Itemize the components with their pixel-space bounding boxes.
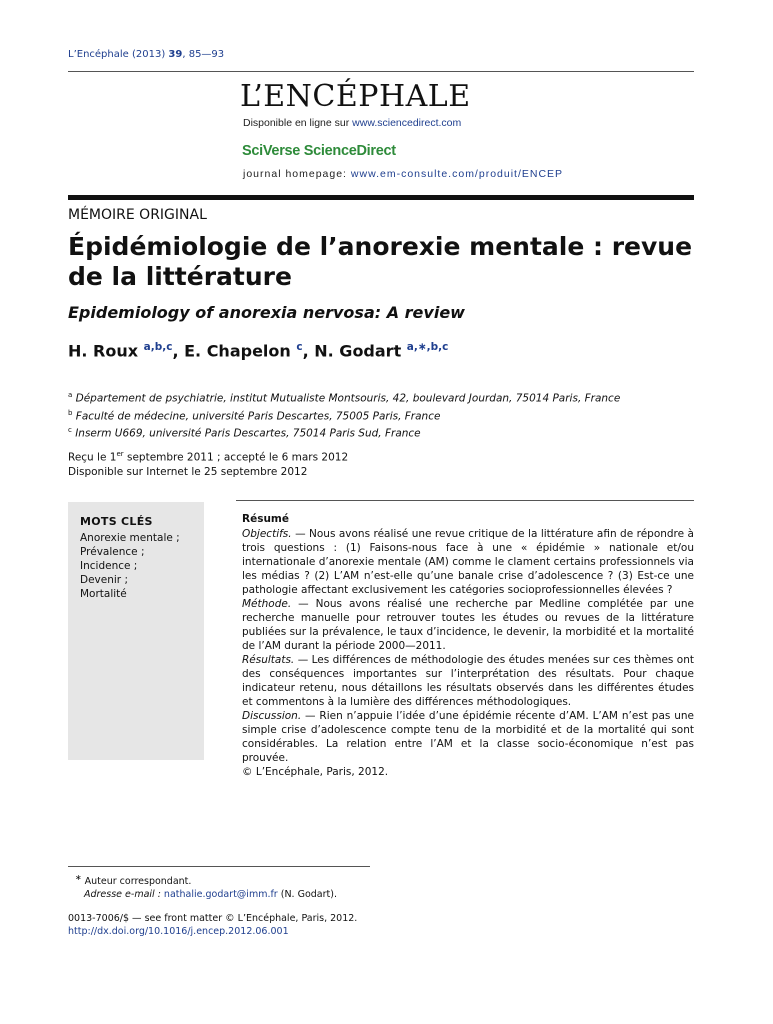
keywords-title: MOTS CLÉS: [80, 515, 153, 528]
abstract-text: — Nous avons réalisé une recherche par Medline complétée par une recherche manuelle pour retrouver toutes les études ou revues de la littérature publiées sur la prévalence, le taux d’incidence, le devenir, la morbidité et la mortalité de l’AM durant la période 2000—2011.: [242, 598, 694, 652]
author-name: N. Godart: [314, 341, 402, 361]
keyword-item: Devenir ;: [80, 574, 128, 586]
section-label: MÉMOIRE ORIGINAL: [68, 207, 207, 223]
keyword-item: Incidence ;: [80, 560, 138, 572]
abstract-heading: Discussion.: [242, 710, 302, 722]
abstract-copyright: © L’Encéphale, Paris, 2012.: [242, 766, 389, 778]
keyword-item: Prévalence ;: [80, 546, 145, 558]
keyword-item: Anorexie mentale ;: [80, 532, 180, 544]
abstract-text: — Rien n’appuie l’idée d’une épidémie récente d’AM. L’AM n’est pas une simple crise d’adolescence compte tenu de la morbidité et de la mortalité qui sont considérables. La relation entre l’AM et la classe socio-économique n’est pas prouvée.: [242, 710, 694, 764]
author-affiliation-marks[interactable]: c: [296, 341, 303, 353]
footnote-email-line: [75, 888, 337, 901]
journal-homepage: [243, 168, 563, 180]
homepage-link[interactable]: www.em-consulte.com/produit/ENCEP: [350, 168, 564, 180]
received-date: [68, 447, 348, 465]
footnote-rule: [68, 866, 370, 867]
email-link[interactable]: nathalie.godart@imm.fr: [163, 889, 278, 901]
affiliation-list: [68, 388, 620, 441]
email-label: Adresse e-mail :: [84, 889, 164, 901]
affiliation-mark: b: [68, 408, 73, 417]
abstract-paragraph: [242, 527, 694, 597]
abstract-body: [242, 527, 694, 779]
abstract-rule: [236, 500, 694, 501]
received-suffix: septembre 2011 ; accepté le 6 mars 2012: [123, 451, 349, 464]
masthead-rule: [68, 195, 694, 200]
footnote-text: Auteur correspondant.: [81, 876, 192, 888]
author-affiliation-marks[interactable]: a,∗,b,c: [406, 341, 449, 353]
article-subtitle: Epidemiology of anorexia nervosa: A review: [68, 303, 465, 322]
homepage-label: journal homepage:: [243, 168, 351, 180]
email-suffix: (N. Godart).: [277, 889, 337, 901]
abstract-heading: Objectifs.: [242, 528, 292, 540]
sciverse-logo: SciVerse ScienceDirect: [242, 143, 396, 159]
affiliation-item: [68, 406, 620, 424]
front-matter-line: 0013-7006/$ — see front matter © L’Encéphale, Paris, 2012.: [68, 913, 358, 924]
abstract-text: — Les différences de méthodologie des études menées sur ces thèmes ont des conséquences importantes sur l’interprétation des résultats. Pour chaque indicateur retenu, nous détaillons les résultats observés dans les différentes études et commentons à la lumière des différences méthodologiques.: [242, 654, 694, 708]
author-affiliation-marks[interactable]: a,b,c: [143, 341, 173, 353]
front-matter: [68, 912, 357, 938]
received-sup: er: [116, 450, 124, 458]
journal-ref-pages: , 85—93: [182, 49, 225, 60]
journal-ref-volume: 39: [168, 49, 183, 60]
abstract-text: — Nous avons réalisé une revue critique de la littérature afin de répondre à trois questions : (1) Faisons-nous face à une « épidémie » nationale et/ou internationale d’anorexie mentale (AM) comme le clament certains professionnels via les médias ? (2) L’AM n’est-elle qu’une banale crise d’adolescence ? (3) Est-ce une pathologie affectant exclusivement les catégories socioprofessionnelles élevées ?: [242, 528, 694, 596]
journal-logo: L’ENCÉPHALE: [240, 79, 471, 114]
received-prefix: Reçu le 1: [68, 451, 117, 464]
abstract-heading: Méthode.: [242, 598, 292, 610]
abstract-heading: Résultats.: [242, 654, 295, 666]
affiliation-text: Faculté de médecine, université Paris Descartes, 75005 Paris, France: [75, 410, 441, 422]
corresponding-author-footnote: [75, 871, 337, 901]
online-date: Disponible sur Internet le 25 septembre 2012: [68, 465, 308, 478]
author-separator: ,: [172, 341, 185, 361]
article-dates: [68, 447, 348, 479]
affiliation-item: [68, 388, 620, 406]
affiliation-mark: c: [68, 426, 72, 434]
author-name: H. Roux: [68, 341, 139, 361]
article-title: Épidémiologie de l’anorexie mentale : revue de la littérature: [68, 232, 693, 291]
abstract-paragraph: [242, 709, 694, 765]
doi-link[interactable]: http://dx.doi.org/10.1016/j.encep.2012.06.001: [68, 926, 289, 937]
affiliation-item: [68, 423, 620, 441]
journal-reference: [68, 49, 224, 60]
author-name: E. Chapelon: [184, 341, 291, 361]
affiliation-text: Inserm U669, université Paris Descartes, 75014 Paris Sud, France: [75, 427, 421, 440]
journal-ref-prefix: L’Encéphale (2013): [68, 49, 169, 60]
keywords-list: [80, 531, 180, 601]
online-availability: [243, 117, 461, 129]
header-rule: [68, 71, 694, 72]
sciencedirect-link[interactable]: www.sciencedirect.com: [352, 117, 462, 129]
keywords-box: [68, 502, 204, 760]
author-list: [68, 341, 448, 360]
affiliation-mark: a: [68, 391, 73, 399]
abstract-paragraph: [242, 653, 694, 709]
footnote-line: [75, 871, 337, 888]
keyword-item: Mortalité: [80, 588, 127, 600]
author-separator: ,: [302, 341, 315, 361]
abstract-title: Résumé: [242, 513, 289, 525]
abstract-paragraph: [242, 597, 694, 653]
online-text: Disponible en ligne sur: [243, 117, 353, 129]
footnote-mark: ∗: [75, 873, 82, 882]
affiliation-text: Département de psychiatrie, institut Mutualiste Montsouris, 42, boulevard Jourdan, 75014 Paris, France: [75, 392, 621, 405]
